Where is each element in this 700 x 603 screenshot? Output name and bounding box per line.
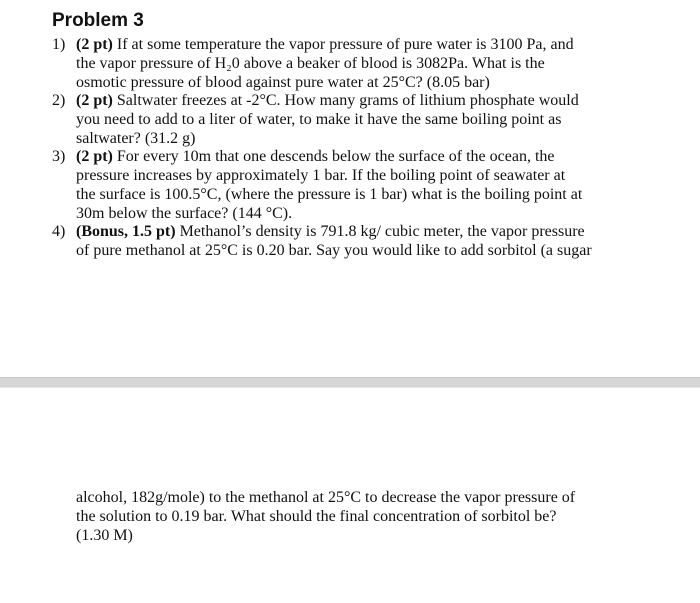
continuation-line: alcohol, 182g/mole) to the methanol at 25°C to decrease the vapor pressure of xyxy=(76,489,576,506)
points-label: (2 pt) xyxy=(76,148,113,165)
problem-text: Methanol’s density is 791.8 kg/ cubic meter, the vapor pressure xyxy=(175,223,585,240)
problem-line xyxy=(76,91,579,110)
problem-text: If at some temperature the vapor pressure of pure water is 3100 Pa, and xyxy=(112,36,574,53)
continuation-line: the solution to 0.19 bar. What should the final concentration of sorbitol be? xyxy=(76,508,557,525)
problem-line: the vapor pressure of H₂0 above a beaker of blood is 3082Pa. What is the xyxy=(76,55,545,72)
problem-line xyxy=(76,222,585,241)
problem-line: osmotic pressure of blood against pure water at 25°C? (8.05 bar) xyxy=(76,74,490,91)
problem-line xyxy=(76,147,555,166)
page-title: Problem 3 xyxy=(52,10,144,31)
problem-text: Saltwater freezes at -2°C. How many grams of lithium phosphate would xyxy=(112,92,579,109)
continuation-line: (1.30 M) xyxy=(76,527,133,544)
problem-number: 4) xyxy=(52,223,66,240)
problem-line: of pure methanol at 25°C is 0.20 bar. Say you would like to add sorbitol (a sugar xyxy=(76,242,592,259)
problem-number: 1) xyxy=(52,36,66,53)
problem-line: saltwater? (31.2 g) xyxy=(76,130,196,147)
problem-line: the surface is 100.5°C, (where the pressure is 1 bar) what is the boiling point at xyxy=(76,186,583,203)
problem-line: you need to add to a liter of water, to make it have the same boiling point as xyxy=(76,111,562,128)
page-divider xyxy=(0,377,700,388)
points-label: (Bonus, 1.5 pt) xyxy=(76,223,176,240)
problem-number: 3) xyxy=(52,148,66,165)
problem-text: For every 10m that one descends below the surface of the ocean, the xyxy=(112,148,555,165)
problem-number: 2) xyxy=(52,92,66,109)
points-label: (2 pt) xyxy=(76,36,113,53)
problem-line: 30m below the surface? (144 °C). xyxy=(76,205,293,222)
problem-line: pressure increases by approximately 1 bar. If the boiling point of seawater at xyxy=(76,167,566,184)
points-label: (2 pt) xyxy=(76,92,113,109)
problem-line xyxy=(76,35,574,54)
